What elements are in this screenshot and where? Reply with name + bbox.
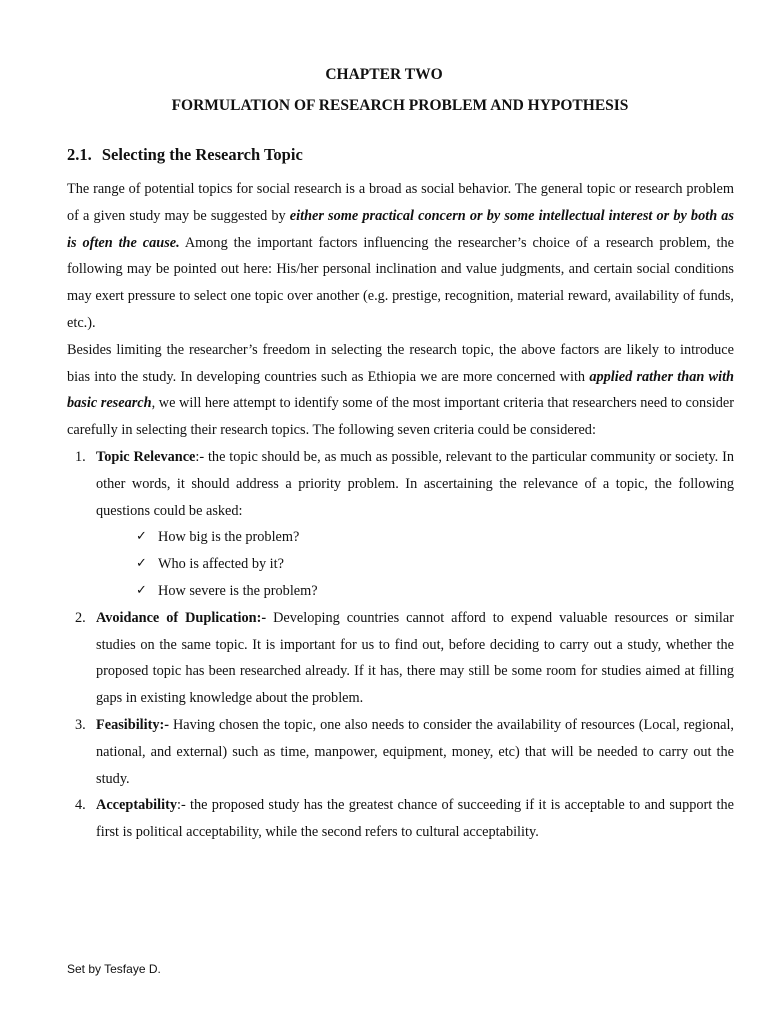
criteria-title: Feasibility:- [96,716,170,733]
question-text: How big is the problem? [158,529,300,546]
chapter-title: FORMULATION OF RESEARCH PROBLEM AND HYPOTHESIS [171,97,629,114]
body-text [67,176,734,846]
criteria-title: Avoidance of Duplication:- [96,609,267,626]
criteria-text: Having chosen the topic, one also needs to consider the availability of resources (Local, regional, national, and external) such as time, manpower, equipment, money, etc) that will be needed to carry out the study. [96,716,734,787]
criteria-list [67,444,734,846]
checkmark-icon: ✓ [136,529,147,545]
paragraph-text: , we will here attempt to identify some of the most important criteria that researchers need to consider carefully in selecting their research topics. The following seven criteria could be considered: [67,395,734,439]
emphasis-text: applied rather than with basic research [67,368,734,412]
question-text: Who is affected by it? [158,556,284,573]
list-number: 2. [75,609,86,626]
criteria-item-topic-relevance [67,444,734,605]
criteria-text: :- the topic should be, as much as possible, relevant to the particular community or society. In other words, it should address a priority problem. In ascertaining the relevance of a topic, the following questions could be asked: [96,448,734,519]
criteria-title: Topic Relevance [96,448,196,465]
question-item [96,524,734,551]
list-number: 4. [75,797,86,814]
criteria-text: :- the proposed study has the greatest chance of succeeding if it is acceptable to and support the first is political acceptability, while the second refers to cultural acceptability. [96,797,734,841]
criteria-title: Acceptability [96,797,177,814]
paragraph-intro [67,176,734,337]
section-number: 2.1. [67,145,92,164]
criteria-item-feasibility [67,712,734,792]
paragraph-text: Besides limiting the researcher’s freedom in selecting the research topic, the above factors are likely to introduce bias into the study. In developing countries such as Ethiopia we are more concerned with [67,341,734,385]
criteria-item-avoidance-of-duplication [67,605,734,712]
paragraph-text: Among the important factors influencing the researcher’s choice of a research problem, the following may be pointed out here: His/her personal inclination and value judgments, and certain social conditions may exert pressure to select one topic over another (e.g. prestige, recognition, material reward, availability of funds, etc.). [67,234,734,331]
list-number: 3. [75,716,86,733]
criteria-text: Developing countries cannot afford to expend valuable resources or similar studies on the same topic. It is important for us to find out, before deciding to carry out a study, whether the proposed topic has been researched already. If it has, there may still be some room for studies aimed at filling gaps in existing knowledge about the problem. [96,609,734,707]
checkmark-icon: ✓ [136,582,147,598]
question-item [96,551,734,578]
list-number: 1. [75,448,86,465]
chapter-heading: CHAPTER TWO [325,66,443,83]
question-item [96,578,734,605]
criteria-item-acceptability [67,792,734,846]
checkmark-icon: ✓ [136,556,147,572]
emphasis-text: either some practical concern or by some intellectual interest or by both as is often the cause. [67,207,734,251]
paragraph-criteria-intro [67,337,734,444]
paragraph-text: The range of potential topics for social research is a broad as social behavior. The general topic or research problem of a given study may be suggested by [67,181,734,224]
question-text: How severe is the problem? [158,582,318,599]
section-heading [67,145,303,165]
question-list [96,524,734,604]
page-footer: Set by Tesfaye D. [67,962,161,976]
section-title: Selecting the Research Topic [101,145,303,164]
